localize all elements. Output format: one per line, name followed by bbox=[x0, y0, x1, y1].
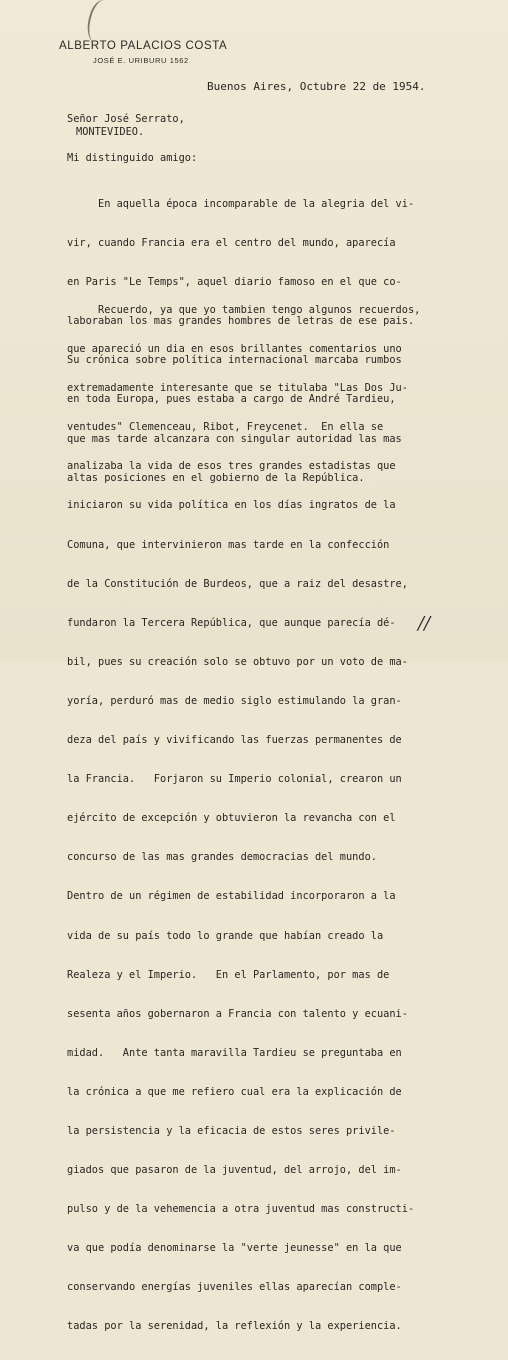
text-line: la crónica a que me refiero cual era la explicación de bbox=[67, 1085, 402, 1098]
text-line: Comuna, que intervinieron mas tarde en la confección bbox=[67, 538, 390, 551]
text-line: altas posiciones en el gobierno de la República. bbox=[67, 471, 365, 484]
recipient-city: MONTEVIDEO. bbox=[76, 126, 145, 138]
text-line: tadas por la serenidad, la reflexión y la experiencia. bbox=[67, 1320, 402, 1333]
text-line: yoría, perduró mas de medio siglo estimulando la gran- bbox=[67, 694, 402, 707]
text-line: en Paris "Le Temps", aquel diario famoso en el que co- bbox=[67, 276, 402, 289]
text-line: analizaba la vida de esos tres grandes estadistas que bbox=[67, 460, 396, 473]
text-line: en toda Europa, pues estaba a cargo de André Tardieu, bbox=[67, 393, 396, 406]
text-line: vida de su país todo lo grande que habían creado la bbox=[67, 929, 384, 942]
text-line: giados que pasaron de la juventud, del arrojo, del im- bbox=[67, 1164, 402, 1177]
text-line: conservando energías juveniles ellas aparecían comple- bbox=[67, 1281, 402, 1294]
text-line: ventudes" Clemenceau, Ribot, Freycenet. En ella se bbox=[67, 421, 384, 434]
text-line: Recuerdo, ya que yo tambien tengo algunos recuerdos, bbox=[67, 304, 421, 316]
continuation-mark: // bbox=[418, 613, 431, 634]
text-line: iniciaron su vida política en los días ingratos de la bbox=[67, 499, 396, 512]
salutation: Mi distinguido amigo: bbox=[67, 152, 198, 164]
text-line: deza del país y vivificando las fuerzas permanentes de bbox=[67, 734, 402, 747]
text-line: midad. Ante tanta maravilla Tardieu se preguntaba en bbox=[67, 1046, 402, 1059]
letterhead-name: ALBERTO PALACIOS COSTA bbox=[59, 40, 228, 52]
text-line: ejército de excepción y obtuvieron la revancha con el bbox=[67, 812, 396, 825]
recipient-name: Señor José Serrato, bbox=[67, 113, 185, 125]
text-line: sesenta años gobernaron a Francia con talento y ecuani- bbox=[67, 1007, 408, 1020]
text-line: Realeza y el Imperio. En el Parlamento, por mas de bbox=[67, 968, 390, 981]
text-line: la persistencia y la eficacia de estos seres privile- bbox=[67, 1124, 396, 1137]
text-line: concurso de las mas grandes democracias del mundo. bbox=[67, 851, 377, 864]
text-line: vir, cuando Francia era el centro del mundo, aparecía bbox=[67, 237, 396, 250]
text-line: En aquella época incomparable de la alegria del vi- bbox=[67, 198, 415, 210]
letterhead-address: JOSÉ E. URIBURU 1562 bbox=[93, 56, 189, 65]
text-line: que mas tarde alcanzara con singular autoridad las mas bbox=[67, 432, 402, 445]
paragraph-2 bbox=[67, 278, 420, 1360]
text-line: fundaron la Tercera República, que aunque parecía dé- bbox=[67, 616, 396, 629]
text-line: va que podía denominarse la "verte jeunesse" en la que bbox=[67, 1242, 402, 1255]
date-line: Buenos Aires, Octubre 22 de 1954. bbox=[207, 80, 426, 93]
text-line: laboraban los mas grandes hombres de letras de ese pais. bbox=[67, 315, 415, 328]
text-line: de la Constitución de Burdeos, que a raiz del desastre, bbox=[67, 577, 408, 590]
text-line: que apareció un dia en esos brillantes comentarios uno bbox=[67, 343, 402, 356]
text-line: Dentro de un régimen de estabilidad incorporaron a la bbox=[67, 890, 396, 903]
text-line: pulso y de la vehemencia a otra juventud mas constructi- bbox=[67, 1203, 415, 1216]
text-line: la Francia. Forjaron su Imperio colonial, crearon un bbox=[67, 773, 402, 786]
text-line: bil, pues su creación solo se obtuvo por un voto de ma- bbox=[67, 655, 408, 668]
text-line: extremadamente interesante que se titulaba "Las Dos Ju- bbox=[67, 382, 408, 395]
text-line: Su crónica sobre política internacional marcaba rumbos bbox=[67, 354, 402, 367]
